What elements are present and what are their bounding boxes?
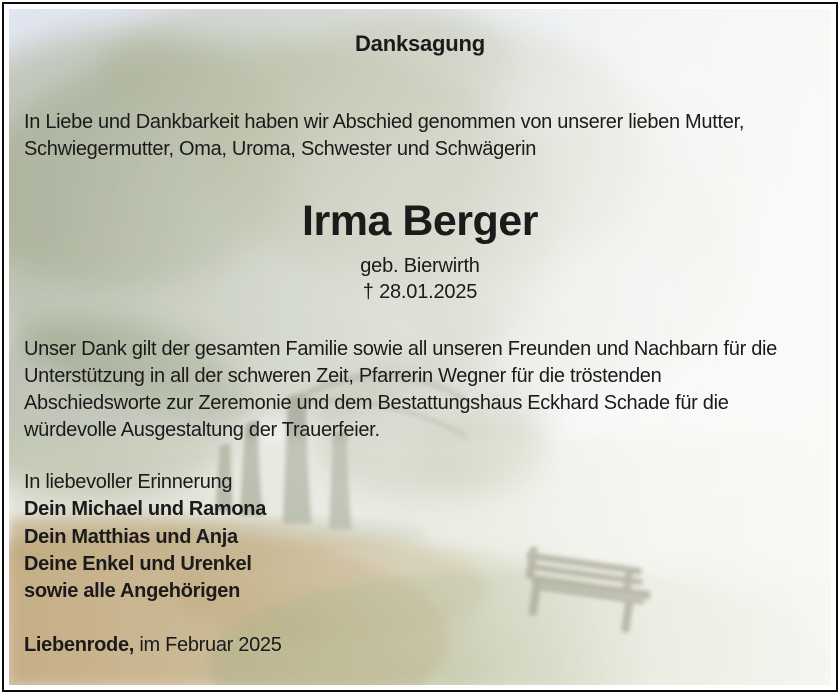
thanks-line: Unser Dank gilt der gesamten Familie sowie all unseren Freunden und Nachbarn für die [24,338,777,360]
place-date-line [24,634,282,657]
notice-title: Danksagung [354,31,486,56]
deceased-name: Irma Berger [302,197,538,245]
thanks-line: würdevolle Ausgestaltung der Trauerfeier. [24,419,380,441]
place-label: Liebenrode, [24,634,135,656]
remembrance-block [24,469,266,605]
intro-paragraph [24,109,744,163]
thanks-line: Unterstützung in all der schweren Zeit, Pfarrerin Wegner für die tröstenden [24,365,662,387]
mourner-line: sowie alle Angehörigen [24,580,241,603]
intro-line: Schwiegermutter, Oma, Uroma, Schwester und Schwägerin [24,138,537,160]
date-label: im Februar 2025 [134,634,282,656]
thanks-paragraph [24,336,777,444]
deceased-birth-name: geb. Bierwirth [360,255,480,277]
mourner-line: Deine Enkel und Urenkel [24,552,252,575]
mourner-line: Dein Michael und Ramona [24,498,267,521]
mourner-line: Dein Matthias und Anja [24,525,238,548]
remembrance-intro: In liebevoller Erinnerung [24,471,233,493]
intro-line: In Liebe und Dankbarkeit haben wir Abschied genommen von unserer lieben Mutter, [24,111,745,133]
thanks-line: Abschiedsworte zur Zeremonie und dem Bestattungshaus Eckhard Schade für die [24,392,729,414]
deceased-death-date: † 28.01.2025 [362,281,478,303]
